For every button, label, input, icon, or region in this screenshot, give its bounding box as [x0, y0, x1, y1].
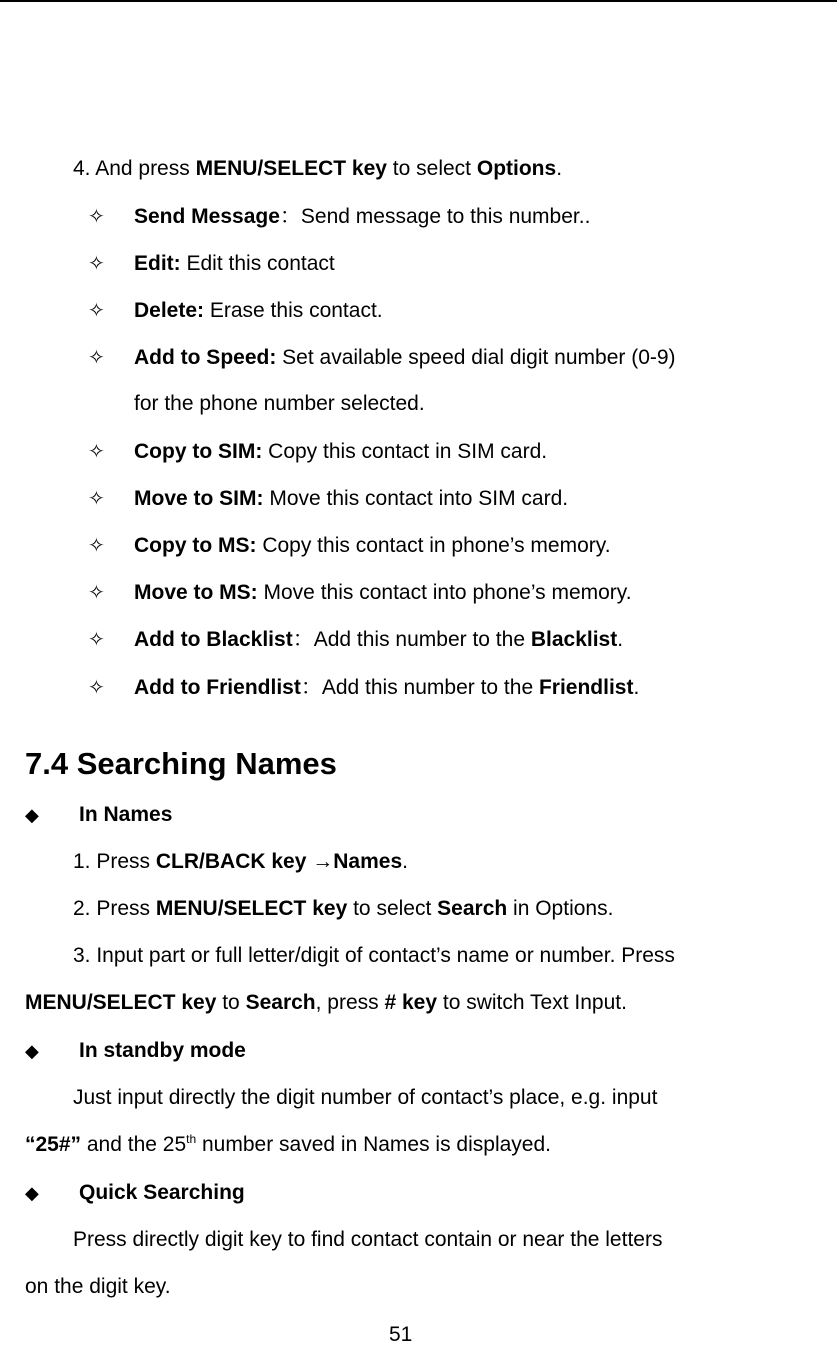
- star-bullet-icon: ✧: [88, 533, 105, 557]
- star-bullet-icon: ✧: [88, 486, 105, 510]
- in-names-step-2: 2. Press MENU/SELECT key to select Search in Options.: [73, 897, 614, 920]
- option-add-to-speed: ✧ Add to Speed: Set available speed dial digit number (0-9): [88, 345, 676, 369]
- option-delete: ✧ Delete: Erase this contact.: [88, 298, 383, 322]
- subsection-in-names: ◆ In Names: [25, 802, 172, 829]
- standby-line-1: Just input directly the digit number of contact’s place, e.g. input: [73, 1086, 658, 1109]
- quick-line-1: Press directly digit key to find contact contain or near the letters: [73, 1228, 663, 1251]
- step-4: 4. And press MENU/SELECT key to select Options.: [73, 157, 563, 180]
- star-bullet-icon: ✧: [88, 298, 105, 322]
- diamond-bullet-icon: ◆: [25, 1041, 39, 1062]
- star-bullet-icon: ✧: [88, 439, 105, 463]
- in-names-step-3-line-1: 3. Input part or full letter/digit of contact’s name or number. Press: [73, 944, 675, 967]
- page-top-rule: [0, 0, 837, 2]
- option-edit: ✧ Edit: Edit this contact: [88, 251, 335, 275]
- option-add-to-friendlist: ✧ Add to Friendlist：Add this number to the Friendlist.: [88, 675, 640, 699]
- option-move-to-ms: ✧ Move to MS: Move this contact into phone’s memory.: [88, 580, 632, 604]
- standby-line-2: “25#” and the 25th number saved in Names is displayed.: [25, 1132, 551, 1156]
- in-names-step-1: 1. Press CLR/BACK key →Names.: [73, 850, 408, 873]
- section-heading: 7.4 Searching Names: [25, 746, 337, 781]
- in-names-step-3-line-2: MENU/SELECT key to Search, press # key to switch Text Input.: [25, 991, 627, 1014]
- star-bullet-icon: ✧: [88, 345, 105, 369]
- page-number: 51: [389, 1323, 413, 1346]
- star-bullet-icon: ✧: [88, 675, 105, 699]
- subsection-in-standby-mode: ◆ In standby mode: [25, 1038, 246, 1065]
- option-copy-to-ms: ✧ Copy to MS: Copy this contact in phone’s memory.: [88, 533, 611, 557]
- diamond-bullet-icon: ◆: [25, 1183, 39, 1204]
- star-bullet-icon: ✧: [88, 627, 105, 651]
- option-add-to-speed-continuation: for the phone number selected.: [134, 392, 425, 415]
- option-move-to-sim: ✧ Move to SIM: Move this contact into SIM card.: [88, 486, 569, 510]
- star-bullet-icon: ✧: [88, 580, 105, 604]
- star-bullet-icon: ✧: [88, 251, 105, 275]
- option-copy-to-sim: ✧ Copy to SIM: Copy this contact in SIM card.: [88, 439, 548, 463]
- quick-line-2: on the digit key.: [25, 1275, 171, 1298]
- option-send-message: ✧ Send Message：Send message to this number..: [88, 204, 591, 228]
- star-bullet-icon: ✧: [88, 204, 105, 228]
- diamond-bullet-icon: ◆: [25, 805, 39, 826]
- subsection-quick-searching: ◆ Quick Searching: [25, 1180, 245, 1207]
- option-add-to-blacklist: ✧ Add to Blacklist：Add this number to the Blacklist.: [88, 627, 624, 651]
